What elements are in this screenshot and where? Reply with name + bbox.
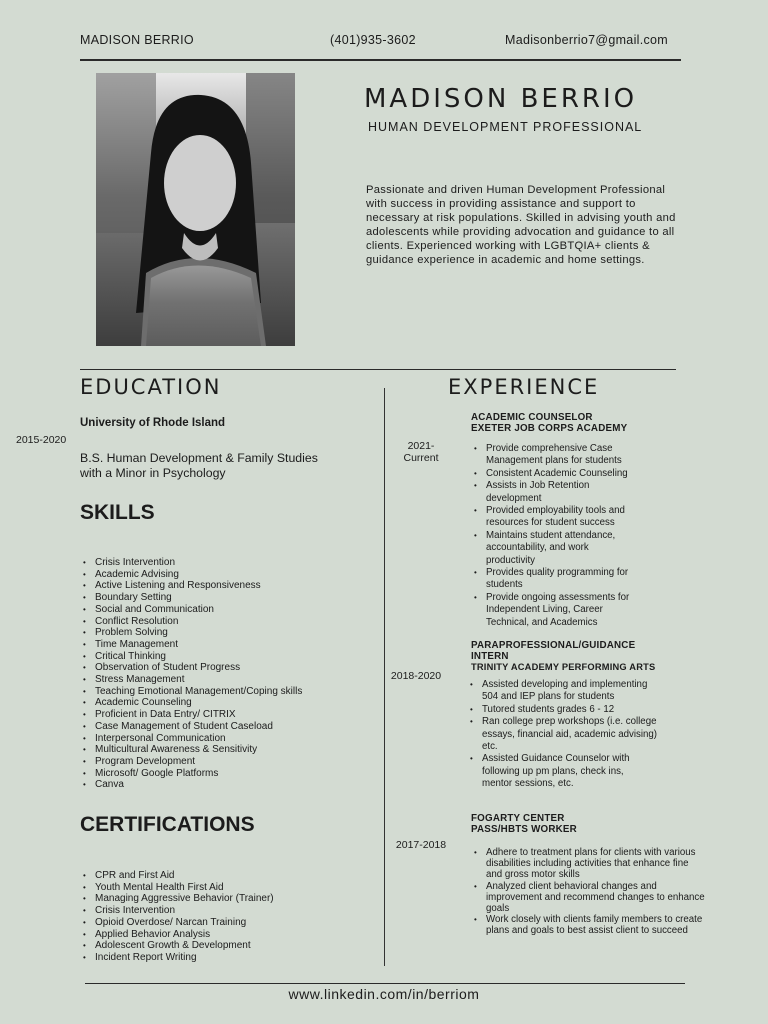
header-rule: [80, 59, 681, 61]
contact-email[interactable]: Madisonberrio7@gmail.com: [505, 33, 669, 47]
list-item: • Observation of Student Progress: [80, 662, 302, 674]
job-bullets-1: [471, 443, 711, 629]
list-item: • Case Management of Student Caseload: [80, 721, 302, 733]
list-item: • Academic Advising: [80, 569, 302, 581]
list-item: • Incident Report Writing: [80, 952, 274, 964]
list-item: • Provide comprehensive Case Management plans for students: [471, 443, 636, 468]
list-item: • Youth Mental Health First Aid: [80, 882, 274, 894]
list-item: • Managing Aggressive Behavior (Trainer): [80, 893, 274, 905]
job-title-2: [471, 640, 661, 673]
list-item: • Stress Management: [80, 674, 302, 686]
job-role: FOGARTY CENTER: [471, 813, 565, 824]
list-item: • Time Management: [80, 639, 302, 651]
job-org: EXETER JOB CORPS ACADEMY: [471, 423, 628, 434]
skills-heading: SKILLS: [80, 501, 155, 524]
list-item: • Active Listening and Responsiveness: [80, 580, 302, 592]
resume-subtitle: HUMAN DEVELOPMENT PROFESSIONAL: [368, 120, 643, 134]
education-school: University of Rhode Island: [80, 417, 226, 429]
linkedin-link[interactable]: www.linkedin.com/in/berriom: [288, 986, 480, 1002]
list-item: • Proficient in Data Entry/ CITRIX: [80, 709, 302, 721]
job-dates-1: 2021- Current: [403, 440, 439, 464]
list-item: • Multicultural Awareness & Sensitivity: [80, 744, 302, 756]
job-dates-2: 2018-2020: [390, 670, 442, 682]
job-org: TRINITY ACADEMY PERFORMING ARTS: [471, 662, 656, 672]
certifications-list: [80, 870, 274, 964]
experience-heading: EXPERIENCE: [448, 375, 600, 399]
footer-rule: [85, 983, 685, 984]
contact-name: MADISON BERRIO: [80, 33, 194, 47]
list-item: • Academic Counseling: [80, 697, 302, 709]
list-item: • Crisis Intervention: [80, 557, 302, 569]
section-rule: [80, 369, 676, 370]
education-heading: EDUCATION: [80, 375, 222, 399]
list-item: • Work closely with clients family members to create plans and goals to best assist client to succeed: [471, 914, 711, 936]
list-item: • Canva: [80, 779, 302, 791]
list-item: • Opioid Overdose/ Narcan Training: [80, 917, 274, 929]
list-item: • Program Development: [80, 756, 302, 768]
list-item: • Provides quality programming for students: [471, 567, 651, 592]
contact-phone: (401)935-3602: [330, 33, 416, 47]
education-dates: 2015-2020: [16, 434, 67, 446]
list-item: • Applied Behavior Analysis: [80, 929, 274, 941]
list-item: • Maintains student attendance, accountability, and work productivity: [471, 530, 631, 567]
job-dates-3: 2017-2018: [395, 839, 447, 851]
job-title-3: [471, 813, 577, 835]
profile-photo: [96, 73, 295, 346]
list-item: • Crisis Intervention: [80, 905, 274, 917]
list-item: • Assisted Guidance Counselor with following up pm plans, check ins, mentor sessions, etc.: [467, 753, 647, 790]
job-role: ACADEMIC COUNSELOR: [471, 412, 593, 423]
list-item: • Analyzed client behavioral changes and improvement and recommend changes to enhance goals: [471, 881, 706, 915]
column-divider: [384, 388, 385, 966]
job-title-1: [471, 412, 627, 434]
list-item: • Microsoft/ Google Platforms: [80, 768, 302, 780]
list-item: • CPR and First Aid: [80, 870, 274, 882]
list-item: • Provided employability tools and resources for student success: [471, 505, 646, 530]
list-item: • Boundary Setting: [80, 592, 302, 604]
list-item: • Interpersonal Communication: [80, 733, 302, 745]
resume-name: MADISON BERRIO: [364, 84, 638, 114]
list-item: • Critical Thinking: [80, 651, 302, 663]
list-item: • Assists in Job Retention development: [471, 480, 611, 505]
list-item: • Social and Communication: [80, 604, 302, 616]
list-item: • Teaching Emotional Management/Coping skills: [80, 686, 302, 698]
certifications-heading: CERTIFICATIONS: [80, 813, 255, 836]
list-item: • Adhere to treatment plans for clients with various disabilities including activities that enhance fine and gross motor skills: [471, 847, 706, 881]
job-bullets-3: [471, 847, 711, 937]
job-org: PASS/HBTS WORKER: [471, 824, 577, 835]
list-item: • Tutored students grades 6 - 12: [467, 704, 707, 716]
profile-summary: Passionate and driven Human Development Professional with success in providing assistance and support to necessary at risk populations. Skilled in advising youth and adolescents while providing advocation and guidance to all clients. Experienced working with LGBTQIA+ clients & guidance experience in academic and home settings.: [366, 184, 676, 266]
list-item: • Assisted developing and implementing 504 and IEP plans for students: [467, 679, 657, 704]
education-degree: B.S. Human Development & Family Studies with a Minor in Psychology: [80, 451, 318, 480]
list-item: • Provide ongoing assessments for Independent Living, Career Technical, and Academics: [471, 592, 646, 629]
job-role: PARAPROFESSIONAL/GUIDANCE INTERN: [471, 640, 636, 662]
skills-list: [80, 557, 302, 791]
list-item: • Consistent Academic Counseling: [471, 468, 711, 480]
job-bullets-2: [467, 679, 707, 791]
list-item: • Ran college prep workshops (i.e. college essays, financial aid, academic advising) etc.: [467, 716, 657, 753]
list-item: • Adolescent Growth & Development: [80, 940, 274, 952]
list-item: • Problem Solving: [80, 627, 302, 639]
list-item: • Conflict Resolution: [80, 616, 302, 628]
